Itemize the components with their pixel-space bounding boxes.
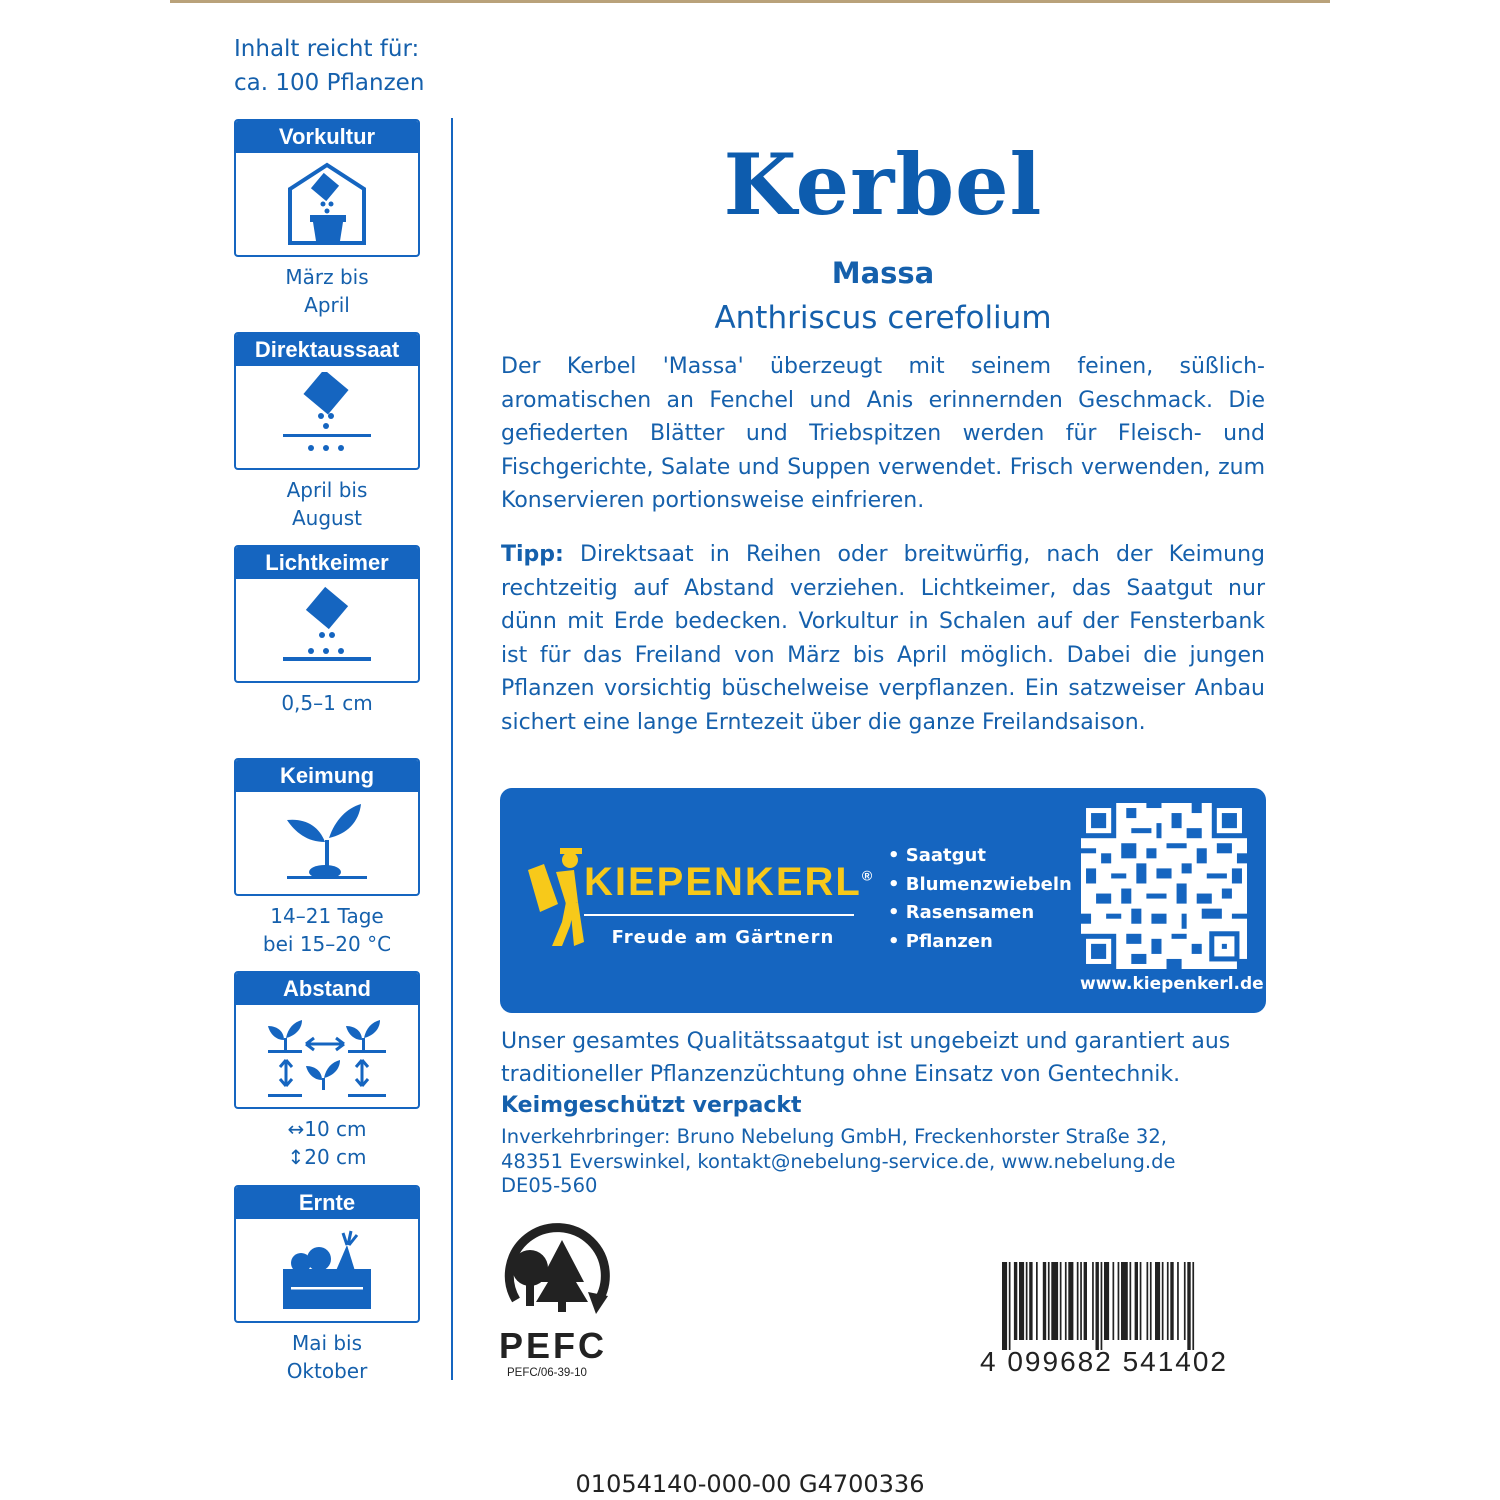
barcode-bar	[1077, 1262, 1079, 1340]
card-box	[234, 332, 420, 470]
barcode-number: 4 099682 541402	[980, 1346, 1228, 1377]
card-abstand	[234, 971, 420, 1171]
caption-line-1: ↔10 cm	[287, 1117, 367, 1141]
product-list	[888, 842, 1072, 956]
barcode-bar	[1009, 1262, 1011, 1350]
barcode-bar	[1002, 1262, 1007, 1350]
barcode-bar	[1167, 1262, 1169, 1340]
card-title: Vorkultur	[236, 121, 418, 153]
card-box	[234, 971, 420, 1109]
barcode-bar	[1065, 1262, 1067, 1340]
barcode-bar	[1113, 1262, 1115, 1340]
column-divider	[451, 118, 453, 1380]
caption-line-1: 0,5–1 cm	[281, 691, 373, 715]
caption-line-2: bei 15–20 °C	[262, 932, 392, 956]
card-ernte	[234, 1185, 420, 1385]
barcode-bar	[1101, 1262, 1103, 1350]
card-box	[234, 758, 420, 896]
product-list-item: • Pflanzen	[888, 930, 993, 952]
barcode-bar	[1147, 1262, 1149, 1340]
card-box	[234, 545, 420, 683]
barcode-bar	[1184, 1262, 1186, 1340]
card-keimung	[234, 758, 420, 958]
barcode-bar	[1060, 1262, 1062, 1340]
product-variety: Massa	[831, 256, 935, 290]
yield-line-2: ca. 100 Pflanzen	[234, 70, 425, 96]
product-latin-name: Anthriscus cerefolium	[714, 300, 1052, 336]
imprint-line-3: DE05-560	[501, 1174, 598, 1197]
barcode-bar	[1155, 1262, 1160, 1340]
barcode-bar	[1130, 1262, 1132, 1340]
card-caption	[234, 689, 420, 717]
barcode-bar	[1048, 1262, 1050, 1340]
print-code: 01054140-000-00 G4700336	[575, 1470, 925, 1498]
card-caption	[234, 1115, 420, 1171]
packaging-note: Keimgeschützt verpackt	[501, 1093, 802, 1118]
greenhouse-pot-icon	[236, 153, 418, 255]
caption-line-2: Oktober	[286, 1359, 368, 1383]
quality-statement: Unser gesamtes Qualitätssaatgut ist ungebeizt und garantiert aus traditioneller Pflanzenzüchtung ohne Einsatz von Gentechnik.	[501, 1029, 1231, 1087]
description-text: Der Kerbel 'Massa' überzeugt mit seinem feinen, süßlich-aromatischen an Fenchel und Anis erinnernden Geschmack. Die gefiederten Blätter und Triebspitzen werden für Fleisch- und Fischgerichte, Salate und Suppen verwendet. Frisch verwenden, zum Konservieren portionsweise einfrieren.	[501, 354, 1265, 514]
card-title: Ernte	[236, 1187, 418, 1219]
barcode-bar	[1135, 1262, 1138, 1340]
barcode-bar	[1150, 1262, 1152, 1340]
product-list-item: • Blumenzwiebeln	[888, 873, 1072, 895]
pefc-logo-icon	[500, 1222, 612, 1326]
barcode-bar	[1104, 1262, 1109, 1340]
barcode-bar	[1019, 1262, 1024, 1340]
caption-line-1: 14–21 Tage	[270, 904, 384, 928]
spacing-icon	[236, 1005, 418, 1107]
pefc-code: PEFC/06-39-10	[507, 1367, 587, 1379]
website-link[interactable]: www.kiepenkerl.de	[1080, 974, 1264, 994]
card-title: Keimung	[236, 760, 418, 792]
imprint-line-1: Inverkehrbringer: Bruno Nebelung GmbH, Freckenhorster Straße 32,	[501, 1125, 1167, 1148]
barcode-bar	[1162, 1262, 1164, 1340]
card-lichtkeimer	[234, 545, 420, 717]
caption-line-1: April bis	[286, 478, 368, 502]
card-caption	[234, 263, 420, 319]
tip-label: Tipp:	[501, 542, 564, 567]
caption-line-1: Mai bis	[291, 1331, 363, 1355]
barcode-bar	[1080, 1262, 1082, 1340]
barcode-bar	[1014, 1262, 1017, 1340]
brand-wordmark: KIEPENKERL	[584, 860, 862, 904]
barcode-bar	[1121, 1262, 1128, 1340]
tip-paragraph	[501, 538, 1265, 740]
barcode-bar	[1051, 1262, 1058, 1340]
harvest-crate-icon	[236, 1219, 418, 1321]
top-border	[170, 0, 1330, 3]
registered-mark: ®	[861, 867, 875, 884]
product-list-item: • Saatgut	[888, 845, 986, 866]
caption-line-2: ↕20 cm	[287, 1145, 367, 1169]
yield-info	[234, 32, 424, 100]
product-list-item: • Rasensamen	[888, 902, 1035, 923]
card-direktaussaat	[234, 332, 420, 532]
seed-packet-row-icon	[236, 366, 418, 468]
pefc-label: PEFC	[499, 1325, 608, 1366]
card-vorkultur	[234, 119, 420, 319]
barcode-icon	[990, 1262, 1260, 1350]
brand-underline	[584, 914, 854, 916]
card-title: Lichtkeimer	[236, 547, 418, 579]
seedling-icon	[236, 792, 418, 894]
card-title: Direktaussaat	[236, 334, 418, 366]
card-title: Abstand	[236, 973, 418, 1005]
seed-packet-surface-icon	[236, 579, 418, 681]
card-caption	[234, 476, 420, 532]
hiker-logo-icon	[526, 842, 588, 948]
card-box	[234, 1185, 420, 1323]
barcode-bar	[1170, 1262, 1173, 1340]
tip-text: Direktsaat in Reihen oder breitwürfig, nach der Keimung rechtzeitig auf Abstand verziehen. Lichtkeimer, das Saatgut nur dünn mit Erde bedecken. Vorkultur in Schalen auf der Fensterbank ist für das Freiland von März bis April möglich. Dabei die jungen Pflanzen vorsichtig büschelweise verpflanzen. Ein satzweiser Anbau sichert eine lange Erntezeit über die ganze Freilandsaison.	[501, 542, 1265, 735]
qr-code-icon[interactable]	[1081, 803, 1247, 969]
card-caption	[234, 1329, 420, 1385]
barcode-bar	[1140, 1262, 1142, 1340]
brand-name	[584, 860, 874, 905]
imprint	[501, 1125, 1281, 1199]
barcode-bar	[1084, 1262, 1087, 1340]
yield-line-1: Inhalt reicht für:	[234, 36, 420, 62]
barcode-bar	[1187, 1262, 1190, 1350]
barcode-bar	[1092, 1262, 1094, 1340]
card-box	[234, 119, 420, 257]
caption-line-2: August	[292, 506, 362, 530]
barcode-bar	[1029, 1262, 1032, 1340]
barcode-bar	[1068, 1262, 1073, 1340]
barcode-bar	[1177, 1262, 1179, 1340]
barcode-bar	[1118, 1262, 1120, 1340]
brand-slogan: Freude am Gärtnern	[611, 927, 835, 948]
card-caption	[234, 902, 420, 958]
caption-line-2: April	[304, 293, 350, 317]
caption-line-1: März bis	[285, 265, 369, 289]
product-name: Kerbel	[723, 135, 1043, 234]
barcode-bar	[1026, 1262, 1028, 1340]
imprint-line-2: 48351 Everswinkel, kontakt@nebelung-service.de, www.nebelung.de	[501, 1149, 1176, 1173]
barcode-bar	[1043, 1262, 1046, 1340]
barcode-bar	[1096, 1262, 1099, 1350]
barcode-bar	[1036, 1262, 1038, 1340]
barcode-bar	[1192, 1262, 1194, 1350]
